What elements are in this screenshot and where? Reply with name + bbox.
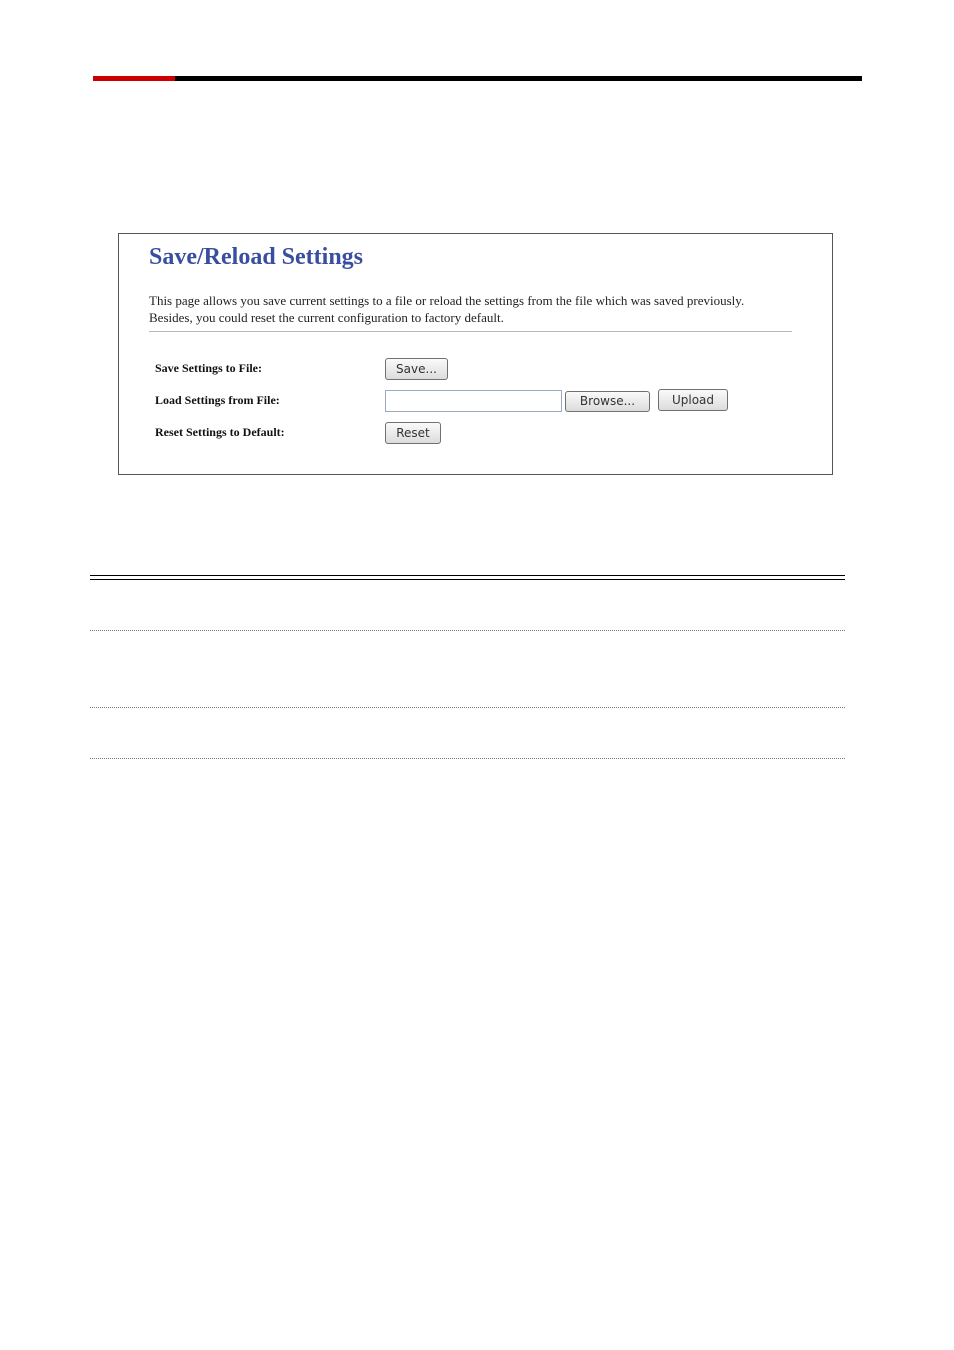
section-divider — [149, 331, 792, 332]
reset-button[interactable]: Reset — [385, 422, 441, 444]
table-row-divider — [90, 707, 845, 708]
header-accent-bar — [93, 76, 175, 81]
settings-screenshot — [118, 233, 833, 475]
page-description: This page allows you save current settings to a file or reload the settings from the file which was saved previously. Besides, you could reset the current configuration to factory default. — [149, 293, 745, 325]
table-bottom-rule — [90, 758, 845, 759]
reset-settings-label: Reset Settings to Default: — [155, 425, 285, 439]
page-title: Save/Reload Settings — [149, 244, 364, 270]
load-settings-label: Load Settings from File: — [155, 393, 280, 407]
table-top-rule — [90, 575, 845, 580]
settings-file-field[interactable] — [385, 390, 562, 412]
save-button[interactable]: Save... — [385, 358, 448, 380]
browse-button[interactable]: Browse... — [565, 391, 650, 412]
table-row-divider — [90, 630, 845, 631]
upload-button[interactable]: Upload — [658, 389, 728, 411]
header-rule — [175, 76, 862, 81]
save-settings-label: Save Settings to File: — [155, 361, 262, 375]
